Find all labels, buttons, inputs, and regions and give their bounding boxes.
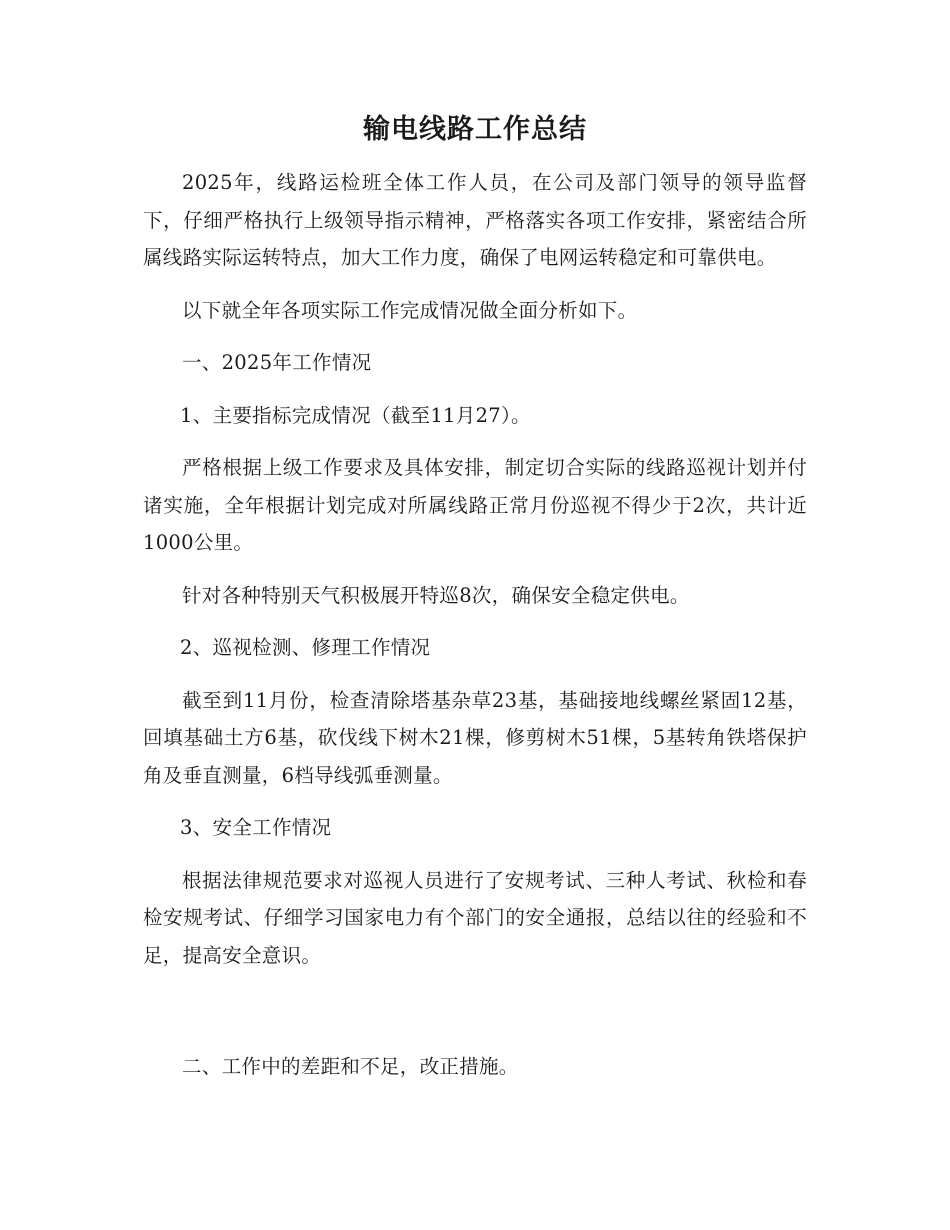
document-title: 输电线路工作总结 xyxy=(363,114,587,145)
paragraph-special-patrol: 针对各种特别天气积极展开特巡8次，确保安全稳定供电。 xyxy=(182,583,690,607)
paragraph-patrol-plan: 严格根据上级工作要求及具体安排，制定切合实际的线路巡视计划并付诸实施，全年根据计划完成对所属线路正常月份巡视不得少于2次，共计近1000公里。 xyxy=(143,456,807,554)
document-body xyxy=(143,164,807,1086)
section-heading-1: 一、2025年工作情况 xyxy=(182,351,372,374)
section-heading-2: 二、工作中的差距和不足，改正措施。 xyxy=(182,1055,519,1078)
paragraph-analysis-lead: 以下就全年各项实际工作完成情况做全面分析如下。 xyxy=(182,298,638,322)
subsection-heading-2: 2、巡视检测、修理工作情况 xyxy=(180,636,431,659)
paragraph-maintenance: 截至到11月份，检查清除塔基杂草23基，基础接地线螺丝紧固12基，回填基础土方6基，砍伐线下树木21棵，修剪树木51棵，5基转角铁塔保护角及垂直测量，6档导线弧垂测量。 xyxy=(143,688,807,787)
subsection-heading-1: 1、主要指标完成情况（截至11月27）。 xyxy=(180,403,531,427)
paragraph-intro: 2025年，线路运检班全体工作人员，在公司及部门领导的领导监督下，仔细严格执行上级领导指示精神，严格落实各项工作安排，紧密结合所属线路实际运转特点，加大工作力度，确保了电网运转稳定和可靠供电。 xyxy=(143,171,807,269)
subsection-heading-3: 3、安全工作情况 xyxy=(180,816,332,839)
paragraph-safety: 根据法律规范要求对巡视人员进行了安规考试、三种人考试、秋检和春检安规考试、仔细学习国家电力有个部门的安全通报，总结以往的经验和不足，提高安全意识。 xyxy=(143,868,807,967)
